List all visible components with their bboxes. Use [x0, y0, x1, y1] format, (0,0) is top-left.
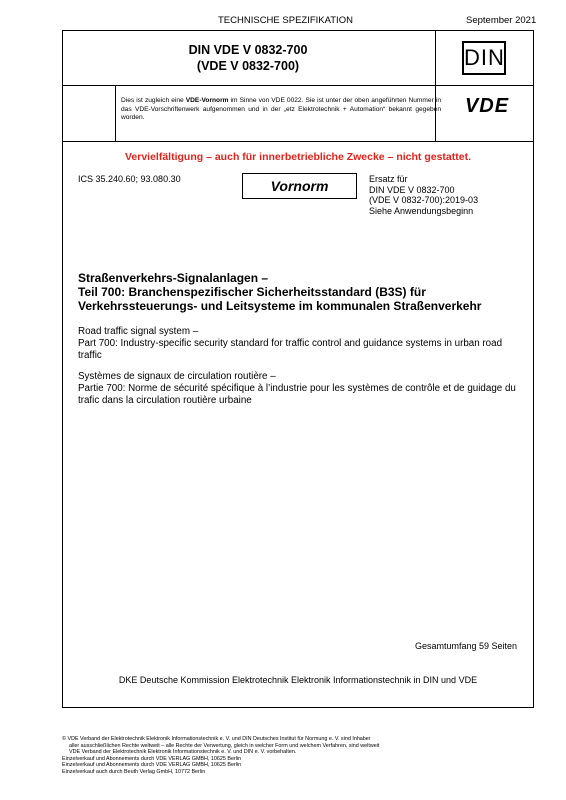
- vde-logo: VDE: [464, 95, 510, 117]
- cover-frame: [62, 30, 534, 708]
- title-english: Road traffic signal system – Part 700: Industry-specific security standard for traffic control and guidance systems in urban road traffic: [78, 326, 503, 361]
- ics-codes: ICS 35.240.60; 93.080.30: [78, 174, 181, 184]
- title-german: Straßenverkehrs-Signalanlagen – Teil 700: Branchenspezifischer Sicherheitsstandard (B3S) für Verkehrssteuerungs- und Leitsysteme im kommunalen Straßenverkehr: [78, 271, 482, 313]
- copyright-footer: © VDE Verband der Elektrotechnik Elektronik Informationstechnik e. V. und DIN Deutsches Institut für Normung e. V. sind Inhaber aller ausschließlichen Rechte weltweit – alle Rechte der Verwertung, gleich in welcher Form und welchem Verfahren, sind weltweit VDE Verband der Elektrotechnik Elektronik Informationstechnik e. V. und DIN e. V. vorbehalten. Einzelverkauf und Abonnements durch VDE VERLAG GMBH, 10625 Berlin Einzelverkauf und Abonnements durch VDE VERLAG GMBH, 10625 Berlin Einzelverkauf auch durch Beuth Verlag GmbH, 10772 Berlin: [62, 736, 380, 775]
- reproduction-notice: Vervielfältigung – auch für innerbetriebliche Zwecke – nicht gestattet.: [124, 151, 471, 163]
- header-bottom-divider: [63, 141, 533, 142]
- title-french: Systèmes de signaux de circulation routière – Partie 700: Norme de sécurité spécifique à l’industrie pour les systèmes de contrôle et de guidage du trafic dans la circulation routière urbaine: [78, 371, 516, 406]
- document-number: DIN VDE V 0832-700 (VDE V 0832-700): [188, 43, 308, 73]
- replacement-info: Ersatz für DIN VDE V 0832-700 (VDE V 0832-700):2019-03 Siehe Anwendungsbeginn: [369, 174, 479, 216]
- document-type-header: TECHNISCHE SPEZIFIKATION: [218, 15, 353, 26]
- total-pages: Gesamtumfang 59 Seiten: [414, 641, 517, 651]
- din-logo: DIN: [462, 41, 506, 75]
- logo-column-divider: [435, 31, 436, 141]
- title-divider: [63, 85, 533, 86]
- note-left-divider: [115, 85, 116, 141]
- publication-date: September 2021: [466, 15, 537, 26]
- status-badge: Vornorm: [242, 173, 357, 199]
- vde-note: Dies ist zugleich eine VDE-Vornorm im Sinne von VDE 0022. Sie ist unter der oben angeführten Nummer in das VDE-Vorschriftenwerk aufgenommen und in der „etz Elektrotechnik + Automation“ bekannt gegeben worden.: [121, 97, 441, 121]
- committee: DKE Deutsche Kommission Elektrotechnik Elektronik Informationstechnik in DIN und VDE: [118, 675, 478, 685]
